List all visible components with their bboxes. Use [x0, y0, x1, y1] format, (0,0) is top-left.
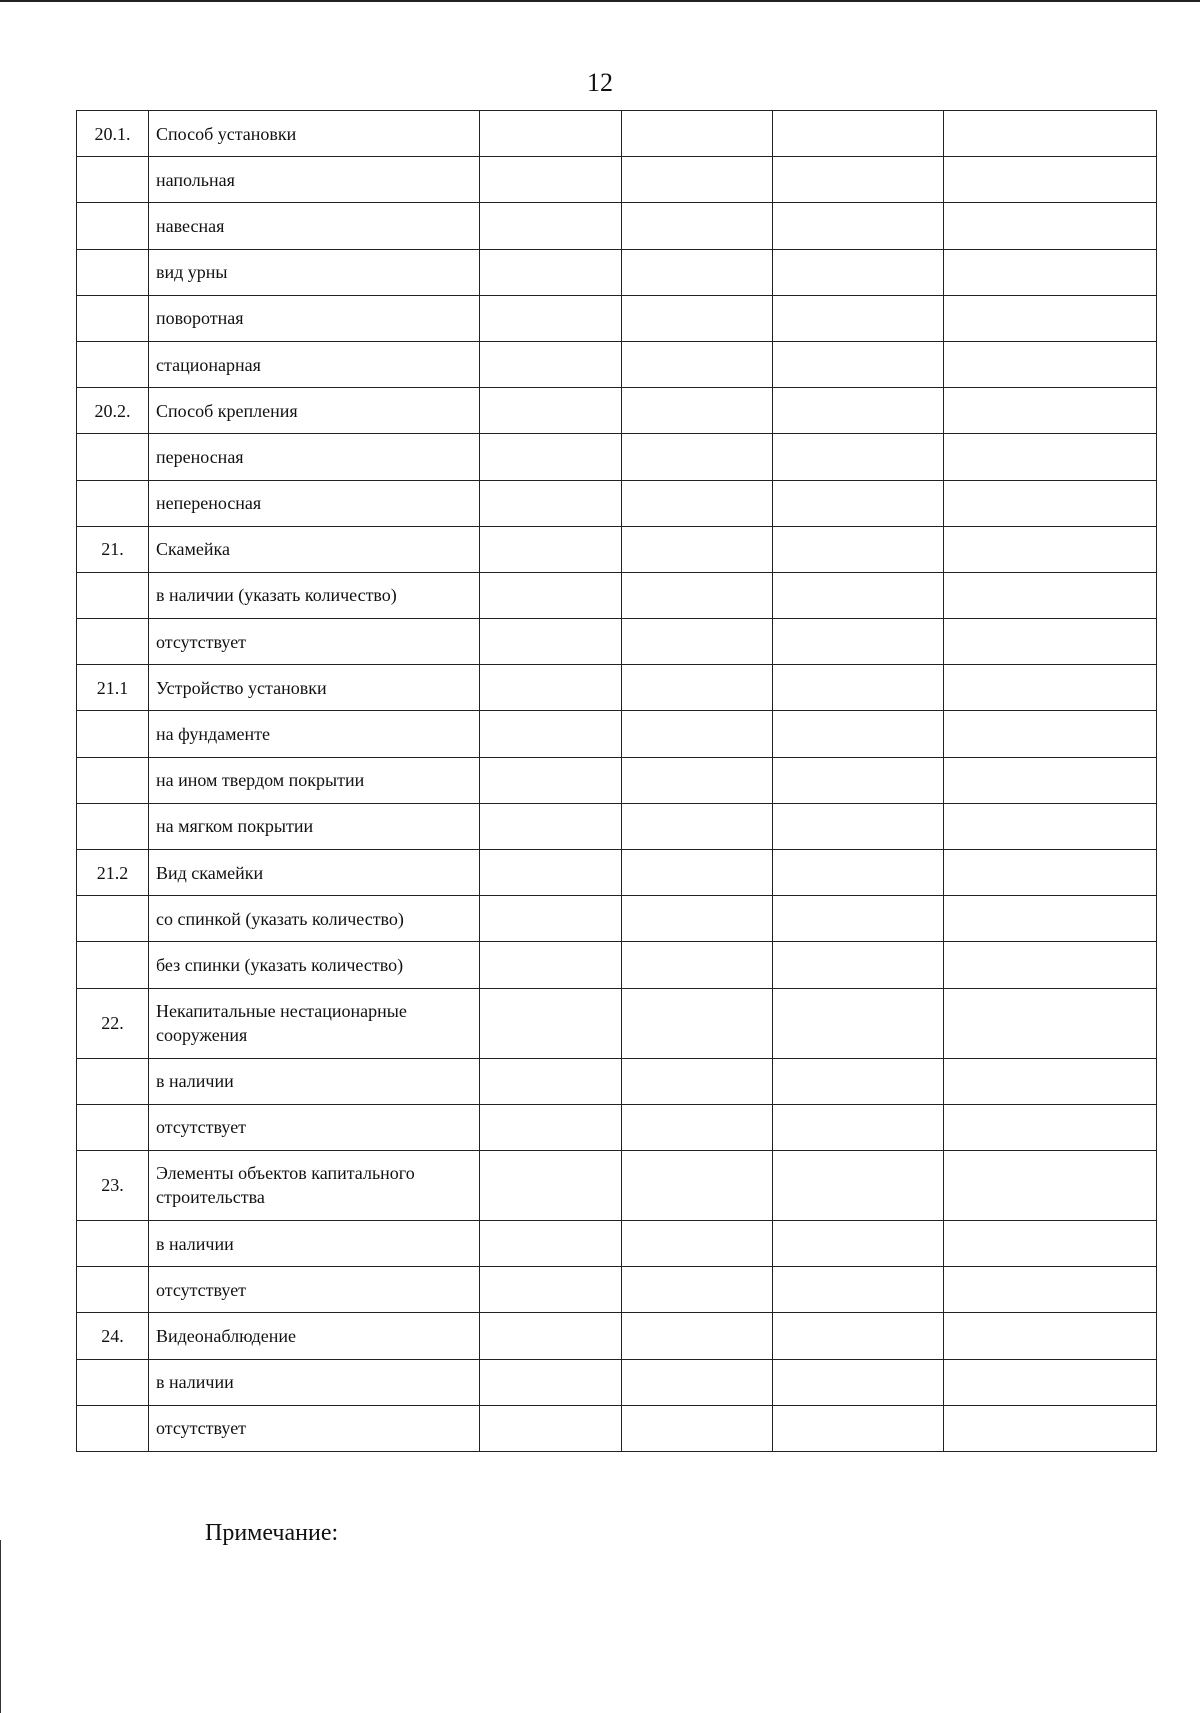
blank-entry-cell[interactable] — [480, 526, 622, 572]
blank-entry-cell[interactable] — [773, 295, 944, 341]
row-number-cell: 20.2. — [77, 388, 149, 434]
blank-entry-cell[interactable] — [480, 896, 622, 942]
row-number-cell — [77, 1405, 149, 1451]
blank-entry-cell[interactable] — [944, 665, 1157, 711]
blank-entry-cell[interactable] — [773, 526, 944, 572]
row-label-cell: отсутствует — [149, 619, 480, 665]
row-number-cell — [77, 572, 149, 618]
page-number: 12 — [587, 68, 613, 97]
row-number-cell — [77, 157, 149, 203]
row-number-cell — [77, 203, 149, 249]
blank-entry-cell[interactable] — [480, 757, 622, 803]
blank-entry-cell[interactable] — [480, 942, 622, 988]
blank-entry-cell[interactable] — [622, 1313, 773, 1359]
blank-entry-cell[interactable] — [480, 619, 622, 665]
row-label-cell: отсутствует — [149, 1267, 480, 1313]
blank-entry-cell[interactable] — [480, 1058, 622, 1104]
blank-entry-cell[interactable] — [622, 896, 773, 942]
blank-entry-cell[interactable] — [944, 434, 1157, 480]
row-number-cell — [77, 1058, 149, 1104]
blank-entry-cell[interactable] — [480, 1104, 622, 1150]
row-label-cell: Некапитальные нестационарные сооружения — [149, 988, 480, 1058]
table-row — [77, 665, 1157, 711]
row-number-cell: 21.1 — [77, 665, 149, 711]
row-label-cell: Способ установки — [149, 111, 480, 157]
blank-entry-cell[interactable] — [622, 665, 773, 711]
blank-entry-cell[interactable] — [480, 1220, 622, 1266]
table-row — [77, 1405, 1157, 1451]
blank-entry-cell[interactable] — [622, 434, 773, 480]
blank-entry-cell[interactable] — [480, 157, 622, 203]
row-number-cell — [77, 619, 149, 665]
blank-entry-cell[interactable] — [622, 572, 773, 618]
blank-entry-cell[interactable] — [773, 619, 944, 665]
row-number-cell — [77, 434, 149, 480]
blank-entry-cell[interactable] — [480, 1267, 622, 1313]
table-row — [77, 850, 1157, 896]
blank-entry-cell[interactable] — [944, 988, 1157, 1058]
blank-entry-cell[interactable] — [944, 480, 1157, 526]
table-row — [77, 295, 1157, 341]
table-row — [77, 1104, 1157, 1150]
blank-entry-cell[interactable] — [622, 388, 773, 434]
blank-entry-cell[interactable] — [480, 1313, 622, 1359]
blank-entry-cell[interactable] — [773, 988, 944, 1058]
row-number-cell — [77, 1267, 149, 1313]
blank-entry-cell[interactable] — [622, 480, 773, 526]
table-row — [77, 434, 1157, 480]
blank-entry-cell[interactable] — [944, 1313, 1157, 1359]
blank-entry-cell[interactable] — [773, 1313, 944, 1359]
table-row — [77, 988, 1157, 1058]
table-row — [77, 249, 1157, 295]
blank-entry-cell[interactable] — [622, 850, 773, 896]
blank-entry-cell[interactable] — [944, 942, 1157, 988]
blank-entry-cell[interactable] — [944, 526, 1157, 572]
blank-entry-cell[interactable] — [480, 249, 622, 295]
blank-entry-cell[interactable] — [773, 757, 944, 803]
blank-entry-cell[interactable] — [773, 388, 944, 434]
row-label-cell: Устройство установки — [149, 665, 480, 711]
blank-entry-cell[interactable] — [944, 1104, 1157, 1150]
row-number-cell — [77, 480, 149, 526]
inspection-form-table — [76, 110, 1157, 1452]
table-row — [77, 1359, 1157, 1405]
row-label-cell: Вид скамейки — [149, 850, 480, 896]
table-row — [77, 942, 1157, 988]
blank-entry-cell[interactable] — [480, 1405, 622, 1451]
blank-entry-cell[interactable] — [773, 942, 944, 988]
row-label-cell: в наличии — [149, 1058, 480, 1104]
blank-entry-cell[interactable] — [773, 1058, 944, 1104]
blank-entry-cell[interactable] — [622, 203, 773, 249]
blank-entry-cell[interactable] — [773, 572, 944, 618]
row-number-cell: 21.2 — [77, 850, 149, 896]
blank-entry-cell[interactable] — [480, 665, 622, 711]
blank-entry-cell[interactable] — [622, 526, 773, 572]
blank-entry-cell[interactable] — [480, 434, 622, 480]
row-label-cell: со спинкой (указать количество) — [149, 896, 480, 942]
blank-entry-cell[interactable] — [622, 619, 773, 665]
blank-entry-cell[interactable] — [480, 572, 622, 618]
table-row — [77, 1150, 1157, 1220]
row-label-cell: непереносная — [149, 480, 480, 526]
note-label: Примечание: — [205, 1520, 339, 1546]
table-row — [77, 1313, 1157, 1359]
blank-entry-cell[interactable] — [622, 1267, 773, 1313]
row-label-cell: Способ крепления — [149, 388, 480, 434]
blank-entry-cell[interactable] — [773, 1359, 944, 1405]
row-label-cell: Скамейка — [149, 526, 480, 572]
blank-entry-cell[interactable] — [480, 388, 622, 434]
row-number-cell: 21. — [77, 526, 149, 572]
blank-entry-cell[interactable] — [622, 1058, 773, 1104]
row-label-cell: отсутствует — [149, 1104, 480, 1150]
row-number-cell — [77, 896, 149, 942]
blank-entry-cell[interactable] — [944, 111, 1157, 157]
blank-entry-cell[interactable] — [622, 1220, 773, 1266]
blank-entry-cell[interactable] — [773, 711, 944, 757]
blank-entry-cell[interactable] — [773, 434, 944, 480]
table-row — [77, 711, 1157, 757]
blank-entry-cell[interactable] — [622, 249, 773, 295]
table-row — [77, 157, 1157, 203]
blank-entry-cell[interactable] — [622, 295, 773, 341]
blank-entry-cell[interactable] — [480, 203, 622, 249]
row-label-cell: стационарная — [149, 341, 480, 387]
row-label-cell: в наличии (указать количество) — [149, 572, 480, 618]
row-number-cell — [77, 757, 149, 803]
row-label-cell: напольная — [149, 157, 480, 203]
blank-entry-cell[interactable] — [773, 203, 944, 249]
blank-entry-cell[interactable] — [480, 1359, 622, 1405]
row-label-cell: вид урны — [149, 249, 480, 295]
table-row — [77, 480, 1157, 526]
row-label-cell: на фундаменте — [149, 711, 480, 757]
blank-entry-cell[interactable] — [622, 942, 773, 988]
blank-entry-cell[interactable] — [480, 711, 622, 757]
row-number-cell — [77, 803, 149, 849]
table-row — [77, 803, 1157, 849]
blank-entry-cell[interactable] — [944, 1267, 1157, 1313]
page-top-border — [0, 0, 1200, 2]
blank-entry-cell[interactable] — [944, 249, 1157, 295]
blank-entry-cell[interactable] — [944, 388, 1157, 434]
blank-entry-cell[interactable] — [773, 803, 944, 849]
blank-entry-cell[interactable] — [622, 803, 773, 849]
blank-entry-cell[interactable] — [622, 111, 773, 157]
row-number-cell: 24. — [77, 1313, 149, 1359]
row-label-cell: навесная — [149, 203, 480, 249]
blank-entry-cell[interactable] — [944, 619, 1157, 665]
blank-entry-cell[interactable] — [622, 711, 773, 757]
blank-entry-cell[interactable] — [480, 111, 622, 157]
blank-entry-cell[interactable] — [773, 157, 944, 203]
blank-entry-cell[interactable] — [773, 1267, 944, 1313]
blank-entry-cell[interactable] — [773, 665, 944, 711]
blank-entry-cell[interactable] — [480, 1150, 622, 1220]
blank-entry-cell[interactable] — [622, 757, 773, 803]
blank-entry-cell[interactable] — [944, 850, 1157, 896]
blank-entry-cell[interactable] — [944, 1150, 1157, 1220]
blank-entry-cell[interactable] — [944, 896, 1157, 942]
blank-entry-cell[interactable] — [622, 988, 773, 1058]
blank-entry-cell[interactable] — [480, 341, 622, 387]
row-label-cell: на ином твердом покрытии — [149, 757, 480, 803]
blank-entry-cell[interactable] — [944, 295, 1157, 341]
row-number-cell — [77, 711, 149, 757]
row-label-cell: без спинки (указать количество) — [149, 942, 480, 988]
blank-entry-cell[interactable] — [944, 1405, 1157, 1451]
table-row — [77, 526, 1157, 572]
row-number-cell — [77, 341, 149, 387]
row-number-cell — [77, 1104, 149, 1150]
blank-entry-cell[interactable] — [773, 249, 944, 295]
row-label-cell: Элементы объектов капитального строительства — [149, 1150, 480, 1220]
row-number-cell — [77, 1220, 149, 1266]
table-row — [77, 341, 1157, 387]
blank-entry-cell[interactable] — [480, 480, 622, 526]
blank-entry-cell[interactable] — [944, 1058, 1157, 1104]
blank-entry-cell[interactable] — [622, 157, 773, 203]
row-number-cell: 20.1. — [77, 111, 149, 157]
blank-entry-cell[interactable] — [480, 295, 622, 341]
row-number-cell — [77, 1359, 149, 1405]
blank-entry-cell[interactable] — [944, 711, 1157, 757]
blank-entry-cell[interactable] — [773, 111, 944, 157]
blank-entry-cell[interactable] — [944, 157, 1157, 203]
table-row — [77, 757, 1157, 803]
row-number-cell: 22. — [77, 988, 149, 1058]
table-row — [77, 203, 1157, 249]
table-row — [77, 896, 1157, 942]
row-number-cell — [77, 249, 149, 295]
row-label-cell: отсутствует — [149, 1405, 480, 1451]
blank-entry-cell[interactable] — [944, 803, 1157, 849]
row-label-cell: на мягком покрытии — [149, 803, 480, 849]
row-number-cell: 23. — [77, 1150, 149, 1220]
table-row — [77, 111, 1157, 157]
blank-entry-cell[interactable] — [944, 341, 1157, 387]
blank-entry-cell[interactable] — [622, 1359, 773, 1405]
table-row — [77, 388, 1157, 434]
blank-entry-cell[interactable] — [944, 572, 1157, 618]
table-row — [77, 619, 1157, 665]
row-label-cell: в наличии — [149, 1220, 480, 1266]
blank-entry-cell[interactable] — [480, 803, 622, 849]
row-label-cell: переносная — [149, 434, 480, 480]
blank-entry-cell[interactable] — [944, 1359, 1157, 1405]
blank-entry-cell[interactable] — [944, 757, 1157, 803]
table-row — [77, 572, 1157, 618]
row-label-cell: поворотная — [149, 295, 480, 341]
blank-entry-cell[interactable] — [773, 1220, 944, 1266]
blank-entry-cell[interactable] — [773, 850, 944, 896]
blank-entry-cell[interactable] — [622, 1104, 773, 1150]
blank-entry-cell[interactable] — [773, 341, 944, 387]
blank-entry-cell[interactable] — [773, 896, 944, 942]
blank-entry-cell[interactable] — [773, 1150, 944, 1220]
blank-entry-cell[interactable] — [622, 1150, 773, 1220]
blank-entry-cell[interactable] — [622, 341, 773, 387]
blank-entry-cell[interactable] — [480, 988, 622, 1058]
blank-entry-cell[interactable] — [480, 850, 622, 896]
page-left-border — [0, 1540, 1, 1713]
blank-entry-cell[interactable] — [944, 203, 1157, 249]
row-number-cell — [77, 295, 149, 341]
row-label-cell: Видеонаблюдение — [149, 1313, 480, 1359]
blank-entry-cell[interactable] — [622, 1405, 773, 1451]
blank-entry-cell[interactable] — [944, 1220, 1157, 1266]
row-label-cell: в наличии — [149, 1359, 480, 1405]
blank-entry-cell[interactable] — [773, 1405, 944, 1451]
table-row — [77, 1267, 1157, 1313]
table-row — [77, 1058, 1157, 1104]
row-number-cell — [77, 942, 149, 988]
blank-entry-cell[interactable] — [773, 480, 944, 526]
table-row — [77, 1220, 1157, 1266]
blank-entry-cell[interactable] — [773, 1104, 944, 1150]
